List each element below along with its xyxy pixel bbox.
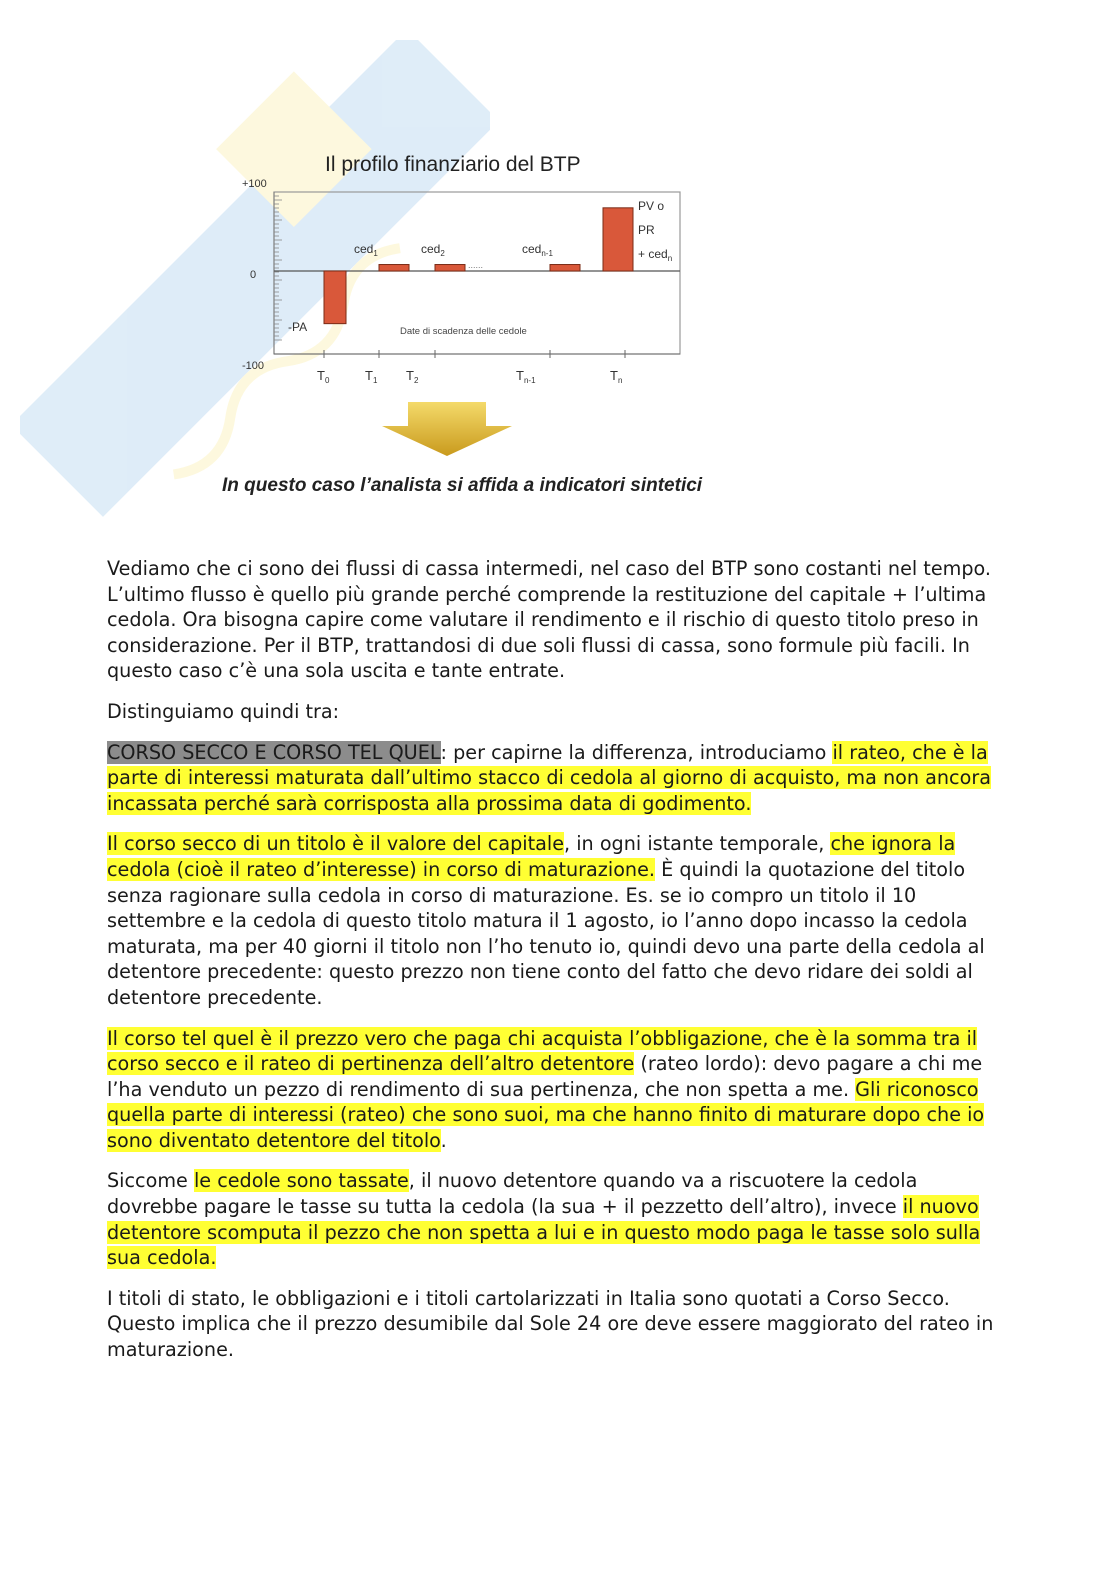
paragraph <box>107 831 1012 1010</box>
text-segment: Siccome <box>107 1169 194 1193</box>
bar-label-final-line2: PR <box>638 223 655 237</box>
bar-label-final-line3: + ced$_n$ <box>638 247 673 263</box>
bar-tn <box>603 208 633 271</box>
text-segment: È quindi la quotazione del titolo senza ragionare sulla cedola in corso di maturazione. Es. se io compro un titolo il 10 settembre e la cedola di questo titolo matura il 1 agosto, io l’anno dopo incasso la cedola maturata, ma per 40 giorni il titolo non l’ho tenuto io, quindi devo una parte della cedola al detentore precedente: questo prezzo non tiene conto del fatto che devo ridare dei soldi al detentore precedente. <box>107 857 985 1009</box>
bar-tn-1 <box>550 265 580 271</box>
bar-label-pa: -PA <box>288 320 308 334</box>
bar-label-cedn1: ced$_{n-1}$ <box>522 242 553 258</box>
paragraph <box>107 699 1012 725</box>
btp-cash-flow-chart <box>150 140 790 520</box>
highlighted-text: il rateo, che è la parte di interessi maturata dall’ultimo stacco di cedola al giorno di acquisto, ma non ancora incassata perché sarà corrisposta alla prossima data di godimento. <box>107 740 991 815</box>
document-body <box>107 556 1012 1378</box>
highlighted-text: CORSO SECCO E CORSO TEL QUEL <box>107 740 441 764</box>
paragraph <box>107 740 1012 817</box>
paragraph <box>107 1026 1012 1154</box>
x-label-t0: $T_0$ <box>317 368 330 385</box>
bar-t1 <box>379 265 409 271</box>
x-label-tn: $T_n$ <box>610 368 623 385</box>
paragraph <box>107 1286 1012 1363</box>
highlighted-text: le cedole sono tassate <box>193 1169 409 1193</box>
y-tick-label-zero: 0 <box>250 269 257 281</box>
paragraph <box>107 1168 1012 1270</box>
highlighted-text: che ignora la cedola (cioè il rateo d’interesse) in corso di maturazione. <box>107 832 956 881</box>
text-segment: Vediamo che ci sono dei flussi di cassa intermedi, nel caso del BTP sono costanti nel tempo. L’ultimo flusso è quello più grande perché comprende la restituzione del capitale + l’ultima cedola. Ora bisogna capire come valutare il rendimento e il rischio di questo titolo preso in considerazione. Per il BTP, trattandosi di due soli flussi di cassa, sono formule più facili. In questo caso c’è una sola uscita e tante entrate. <box>107 557 992 683</box>
highlighted-text: Gli riconosco quella parte di interessi (rateo) che sono suoi, ma che hanno finito di maturare dopo che io sono diventato detentore del titolo <box>107 1077 985 1152</box>
highlighted-text: il nuovo detentore scomputa il pezzo che non spetta a lui e in questo modo paga le tasse solo sulla sua cedola. <box>107 1195 981 1270</box>
highlighted-text: Il corso tel quel è il prezzo vero che paga chi acquista l’obbligazione, che è la somma tra il corso secco e il rateo di pertinenza dell’altro detentore <box>107 1026 978 1076</box>
y-tick-label-minus100: -100 <box>242 360 265 372</box>
x-label-tn-1: $T_{n-1}$ <box>516 368 536 385</box>
text-segment: (rateo lordo): devo pagare a chi me l’ha venduto un pezzo di rendimento di sua pertinenza, che non spetta a me. <box>107 1052 983 1101</box>
bar-label-ced1: ced$_1$ <box>354 242 378 258</box>
text-segment: Distinguiamo quindi tra: <box>107 699 340 723</box>
text-segment: . <box>440 1128 447 1152</box>
x-label-t2: $T_2$ <box>406 368 419 385</box>
bar-t0 <box>324 271 346 324</box>
paragraph <box>107 556 1012 684</box>
text-segment: I titoli di stato, le obbligazioni e i titoli cartolarizzati in Italia sono quotati a Corso Secco. Questo implica che il prezzo desumibile dal Sole 24 ore deve essere maggiorato del rateo in maturazione. <box>107 1286 994 1362</box>
down-arrow-icon <box>382 402 512 458</box>
btp-figure <box>150 140 790 520</box>
y-axis-ruler-ticks <box>274 196 282 340</box>
y-tick-label-plus100: +100 <box>242 178 267 190</box>
text-segment: , in ogni istante temporale, <box>564 832 831 856</box>
bar-label-dots: ...... <box>468 260 484 270</box>
bar-label-final-line1: PV o <box>638 199 665 213</box>
text-segment: , il nuovo detentore quando va a riscuotere la cedola dovrebbe pagare le tasse su tutta la cedola (la sua + il pezzetto dell’altro), invece <box>107 1169 918 1219</box>
x-label-t1: $T_1$ <box>365 368 378 385</box>
text-segment: : per capirne la differenza, introduciamo <box>440 740 833 764</box>
bar-t2 <box>435 265 465 271</box>
figure-title: Il profilo finanziario del BTP <box>325 153 581 176</box>
axis-note: Date di scadenza delle cedole <box>400 326 527 337</box>
bar-label-ced2: ced$_2$ <box>421 242 445 258</box>
highlighted-text: Il corso secco di un titolo è il valore del capitale <box>107 832 565 856</box>
figure-caption: In questo caso l’analista si affida a indicatori sintetici <box>222 475 703 496</box>
